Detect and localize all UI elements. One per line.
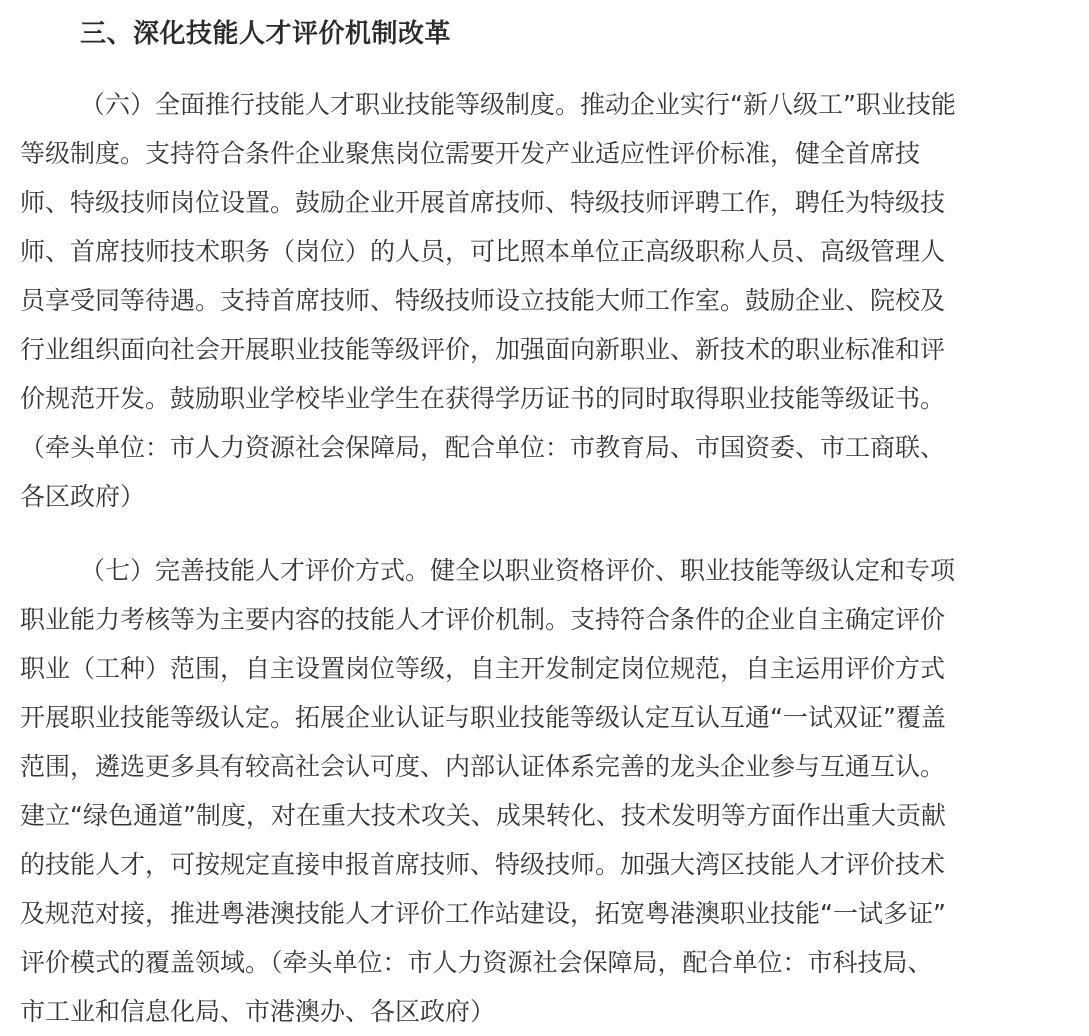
paragraph-line: 价规范开发。鼓励职业学校毕业学生在获得学历证书的同时取得职业技能等级证书。 — [20, 384, 946, 413]
paragraph-seven — [20, 546, 1070, 1036]
paragraph-line: （牵头单位：市人力资源社会保障局，配合单位：市教育局、市国资委、市工商联、 — [20, 433, 946, 462]
paragraph-line: 师、首席技师技术职务（岗位）的人员，可比照本单位正高级职称人员、高级管理人 — [20, 237, 946, 266]
paragraph-line: 建立“绿色通道”制度，对在重大技术攻关、成果转化、技术发明等方面作出重大贡献 — [20, 801, 946, 830]
paragraph-line: 的技能人才，可按规定直接申报首席技师、特级技师。加强大湾区技能人才评价技术 — [20, 850, 946, 879]
paragraph-line: 职业（工种）范围，自主设置岗位等级，自主开发制定岗位规范，自主运用评价方式 — [20, 654, 946, 683]
paragraph-line: 市工业和信息化局、市港澳办、各区政府） — [20, 997, 496, 1026]
paragraph-line: 职业能力考核等为主要内容的技能人才评价机制。支持符合条件的企业自主确定评价 — [20, 605, 946, 634]
paragraph-line: 等级制度。支持符合条件企业聚焦岗位需要开发产业适应性评价标准，健全首席技 — [20, 139, 921, 168]
paragraph-line: 评价模式的覆盖领域。（牵头单位：市人力资源社会保障局，配合单位：市科技局、 — [20, 948, 933, 977]
paragraph-six — [20, 80, 1070, 521]
paragraph-line: 开展职业技能等级认定。拓展企业认证与职业技能等级认定互认互通“一试双证”覆盖 — [20, 703, 946, 732]
paragraph-line: 各区政府） — [20, 482, 146, 511]
paragraph-line: 员享受同等待遇。支持首席技师、特级技师设立技能大师工作室。鼓励企业、院校及 — [20, 286, 946, 315]
paragraph-line: 范围，遴选更多具有较高社会认可度、内部认证体系完善的龙头企业参与互通互认。 — [20, 752, 946, 781]
paragraph-line: （七）完善技能人才评价方式。健全以职业资格评价、职业技能等级认定和专项 — [80, 556, 956, 585]
paragraph-line: 及规范对接，推进粤港澳技能人才评价工作站建设，拓宽粤港澳职业技能“一试多证” — [20, 899, 946, 928]
paragraph-line: （六）全面推行技能人才职业技能等级制度。推动企业实行“新八级工”职业技能 — [80, 90, 956, 119]
section-heading: 三、深化技能人才评价机制改革 — [80, 19, 452, 49]
paragraph-line: 行业组织面向社会开展职业技能等级评价，加强面向新职业、新技术的职业标准和评 — [20, 335, 946, 364]
paragraph-line: 师、特级技师岗位设置。鼓励企业开展首席技师、特级技师评聘工作，聘任为特级技 — [20, 188, 946, 217]
